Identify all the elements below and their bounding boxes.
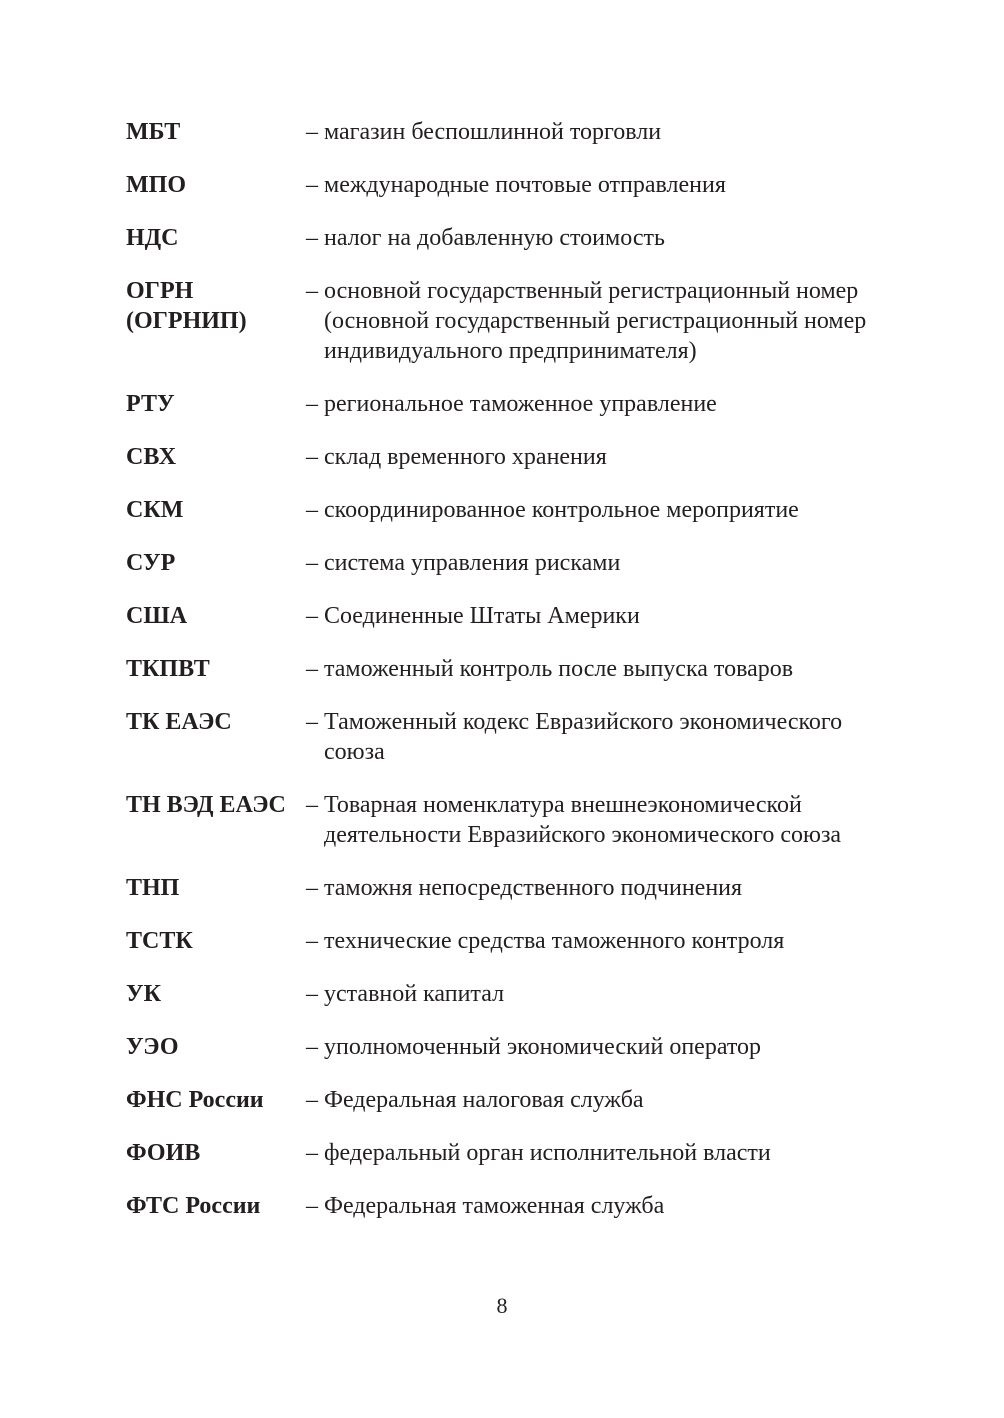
dash: – bbox=[306, 497, 318, 523]
glossary-entry bbox=[126, 170, 896, 200]
glossary-entry bbox=[126, 707, 896, 767]
abbreviation-term: ФОИВ bbox=[126, 1140, 201, 1166]
abbreviation-definition bbox=[306, 926, 896, 956]
dash: – bbox=[306, 709, 318, 735]
dash: – bbox=[306, 792, 318, 818]
glossary-entry bbox=[126, 979, 896, 1009]
abbreviation-definition bbox=[306, 654, 896, 684]
dash: – bbox=[306, 1193, 318, 1219]
abbreviation-definition bbox=[306, 873, 896, 903]
glossary-entry bbox=[126, 1191, 896, 1221]
dash: – bbox=[306, 444, 318, 470]
dash: – bbox=[306, 1140, 318, 1166]
dash: – bbox=[306, 875, 318, 901]
definition-text: таможенный контроль после выпуска товаров bbox=[324, 656, 794, 682]
dash: – bbox=[306, 981, 318, 1007]
dash: – bbox=[306, 278, 318, 304]
abbreviation-definition bbox=[306, 170, 896, 200]
dash: – bbox=[306, 391, 318, 417]
abbreviation-term: РТУ bbox=[126, 391, 175, 417]
glossary-entry bbox=[126, 1138, 896, 1168]
abbreviation-term: ТНП bbox=[126, 875, 180, 901]
abbreviation-term: СКМ bbox=[126, 497, 184, 523]
glossary-entry bbox=[126, 926, 896, 956]
glossary-entry bbox=[126, 117, 896, 147]
definition-text: региональное таможенное управление bbox=[324, 391, 717, 417]
glossary-entry bbox=[126, 442, 896, 472]
abbreviation-term: США bbox=[126, 603, 188, 629]
abbreviation-definition bbox=[306, 1085, 896, 1115]
definition-text: налог на добавленную стоимость bbox=[324, 225, 665, 251]
dash: – bbox=[306, 656, 318, 682]
abbreviation-definition bbox=[306, 389, 896, 419]
dash: – bbox=[306, 1087, 318, 1113]
abbreviation-definition bbox=[306, 117, 896, 147]
abbreviation-term: ТК ЕАЭС bbox=[126, 709, 232, 735]
abbreviation-definition bbox=[306, 276, 896, 366]
definition-text: склад временного хранения bbox=[324, 444, 607, 470]
abbreviation-term: ФТС России bbox=[126, 1193, 261, 1219]
dash: – bbox=[306, 928, 318, 954]
abbreviation-term: СВХ bbox=[126, 444, 177, 470]
abbreviation-term: ОГРН (ОГРНИП) bbox=[126, 278, 247, 334]
abbreviation-term: ФНС России bbox=[126, 1087, 264, 1113]
abbreviation-term: ТН ВЭД ЕАЭС bbox=[126, 792, 286, 818]
glossary-entry bbox=[126, 1085, 896, 1115]
glossary-entry bbox=[126, 389, 896, 419]
definition-text: уставной капитал bbox=[324, 981, 505, 1007]
abbreviation-term: НДС bbox=[126, 225, 179, 251]
abbreviation-definition bbox=[306, 707, 896, 767]
definition-text: скоординированное контрольное мероприятие bbox=[324, 497, 799, 523]
abbreviation-term: ТСТК bbox=[126, 928, 193, 954]
abbreviation-definition bbox=[306, 1191, 896, 1221]
abbreviation-definition bbox=[306, 548, 896, 578]
abbreviation-definition bbox=[306, 979, 896, 1009]
glossary-entry bbox=[126, 223, 896, 253]
definition-text: Соединенные Штаты Америки bbox=[324, 603, 640, 629]
definition-text: федеральный орган исполнительной власти bbox=[324, 1140, 771, 1166]
abbreviation-term: ТКПВТ bbox=[126, 656, 210, 682]
glossary-entry bbox=[126, 1032, 896, 1062]
abbreviation-list bbox=[126, 117, 896, 1244]
abbreviation-term: МПО bbox=[126, 172, 186, 198]
definition-text: Федеральная таможенная служба bbox=[324, 1193, 665, 1219]
abbreviation-term: МБТ bbox=[126, 119, 181, 145]
abbreviation-definition bbox=[306, 442, 896, 472]
dash: – bbox=[306, 172, 318, 198]
dash: – bbox=[306, 1034, 318, 1060]
dash: – bbox=[306, 225, 318, 251]
abbreviation-definition bbox=[306, 1138, 896, 1168]
definition-text: Таможенный кодекс Евразийского экономического союза bbox=[324, 709, 843, 765]
abbreviation-definition bbox=[306, 495, 896, 525]
definition-text: магазин беспошлинной торговли bbox=[324, 119, 662, 145]
dash: – bbox=[306, 603, 318, 629]
abbreviation-definition bbox=[306, 223, 896, 253]
glossary-entry bbox=[126, 601, 896, 631]
definition-text: система управления рисками bbox=[324, 550, 621, 576]
glossary-entry bbox=[126, 790, 896, 850]
dash: – bbox=[306, 550, 318, 576]
page-number: 8 bbox=[496, 1293, 508, 1318]
glossary-entry bbox=[126, 276, 896, 366]
abbreviation-definition bbox=[306, 790, 896, 850]
glossary-entry bbox=[126, 548, 896, 578]
abbreviation-definition bbox=[306, 601, 896, 631]
glossary-entry bbox=[126, 495, 896, 525]
definition-text: основной государственный регистрационный номер (основной государственный регистрационный номер индивидуального предпринимателя) bbox=[324, 278, 867, 364]
definition-text: международные почтовые отправления bbox=[324, 172, 726, 198]
definition-text: Товарная номенклатура внешнеэкономической деятельности Евразийского экономического союза bbox=[324, 792, 842, 848]
dash: – bbox=[306, 119, 318, 145]
abbreviation-term: УК bbox=[126, 981, 162, 1007]
glossary-entry bbox=[126, 873, 896, 903]
definition-text: таможня непосредственного подчинения bbox=[324, 875, 743, 901]
abbreviation-definition bbox=[306, 1032, 896, 1062]
definition-text: уполномоченный экономический оператор bbox=[324, 1034, 762, 1060]
glossary-entry bbox=[126, 654, 896, 684]
abbreviation-term: УЭО bbox=[126, 1034, 179, 1060]
definition-text: Федеральная налоговая служба bbox=[324, 1087, 644, 1113]
definition-text: технические средства таможенного контроля bbox=[324, 928, 785, 954]
abbreviation-term: СУР bbox=[126, 550, 176, 576]
